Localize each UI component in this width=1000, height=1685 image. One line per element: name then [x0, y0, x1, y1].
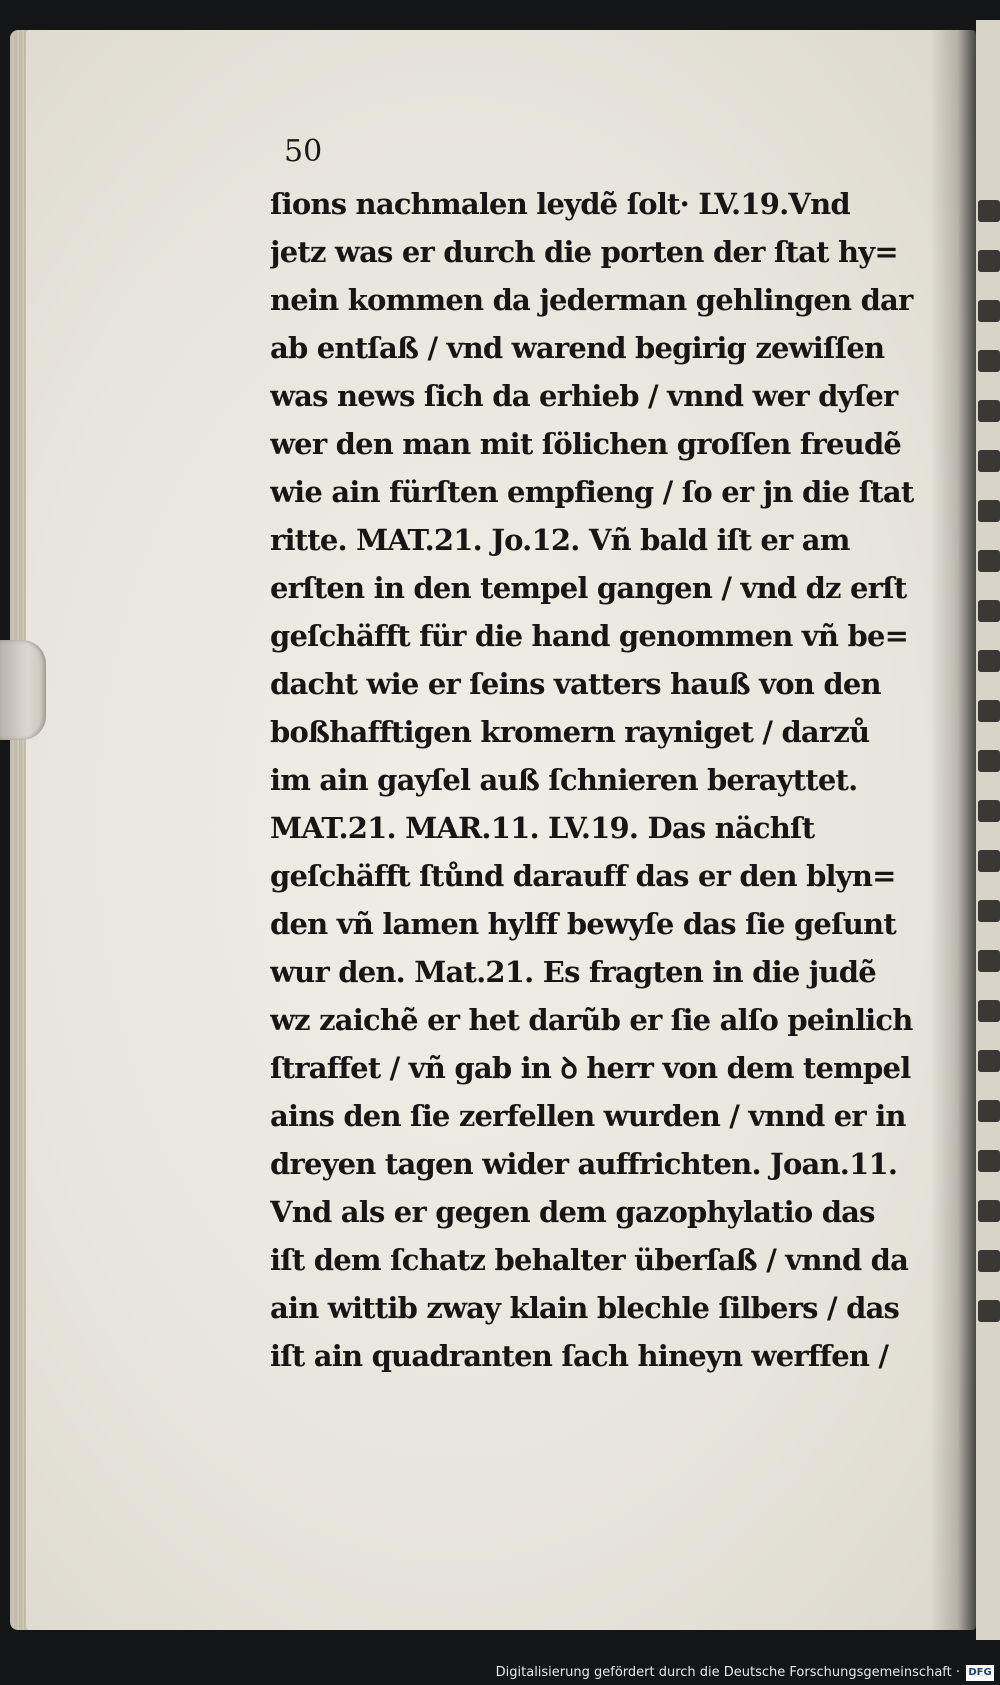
facing-page-edge: [976, 20, 1000, 1640]
text-line: dacht wie er ſeins vatters hauß von den: [270, 667, 881, 701]
text-line: Vnd als er gegen dem gazophylatio das: [270, 1195, 875, 1229]
text-line: geſchäfft ſtůnd darauff das er den blyn=: [270, 859, 896, 893]
text-line: iſt ain quadranten ſach hineyn werffen /: [270, 1339, 889, 1373]
text-line: nein kommen da jederman gehlingen dar: [270, 283, 913, 317]
text-line: ſtraffet / vñ gab in ꝺ herr von dem tempel: [270, 1051, 911, 1085]
page-number: 50: [284, 134, 323, 169]
text-line: ritte. MAT.21. Jo.12. Vñ bald iſt er am: [270, 523, 850, 557]
text-line: dreyen tagen wider auffrichten. Joan.11.: [270, 1147, 898, 1181]
text-line: MAT.21. MAR.11. LV.19. Das nächſt: [270, 811, 815, 845]
funding-credit: Digitalisierung gefördert durch die Deutsche Forschungsgemeinschaft ·: [495, 1665, 960, 1680]
text-line: ſions nachmalen leydẽ ſolt· LV.19.Vnd: [270, 187, 850, 221]
text-line: was news ſich da erhieb / vnnd wer dyſer: [270, 379, 898, 413]
text-line: wie ain fürſten empfieng / ſo er jn die ſtat: [270, 475, 914, 509]
text-line: ab entſaß / vnd warend begirig zewiſſen: [270, 331, 885, 365]
text-line: erſten in den tempel gangen / vnd dz erſt: [270, 571, 907, 605]
footer-bar: [0, 1659, 1000, 1685]
text-line: ain wittib zway klain blechle ſilbers / das: [270, 1291, 900, 1325]
text-line: im ain gayſel auß ſchnieren berayttet.: [270, 763, 858, 797]
text-line: wz zaichẽ er het darũb er ſie alſo peinlich: [270, 1003, 913, 1037]
text-line: iſt dem ſchatz behalter überſaß / vnnd da: [270, 1243, 909, 1277]
text-line: geſchäfft für die hand genommen vñ be=: [270, 619, 909, 653]
text-line: ains den ſie zerfellen wurden / vnnd er in: [270, 1099, 906, 1133]
text-block: [270, 130, 950, 1380]
text-line: boßhafftigen kromern rayniget / darzů: [270, 715, 870, 749]
text-line: den vñ lamen hylff bewyſe das ſie geſunt: [270, 907, 896, 941]
text-line: jetz was er durch die porten der ſtat hy=: [270, 235, 898, 269]
book-clasp: [0, 640, 46, 740]
text-line: wer den man mit ſölichen groſſen freudẽ: [270, 427, 902, 461]
dfg-logo: DFG: [966, 1665, 994, 1681]
text-line: wur den. Mat.21. Es fragten in die judẽ: [270, 955, 876, 989]
